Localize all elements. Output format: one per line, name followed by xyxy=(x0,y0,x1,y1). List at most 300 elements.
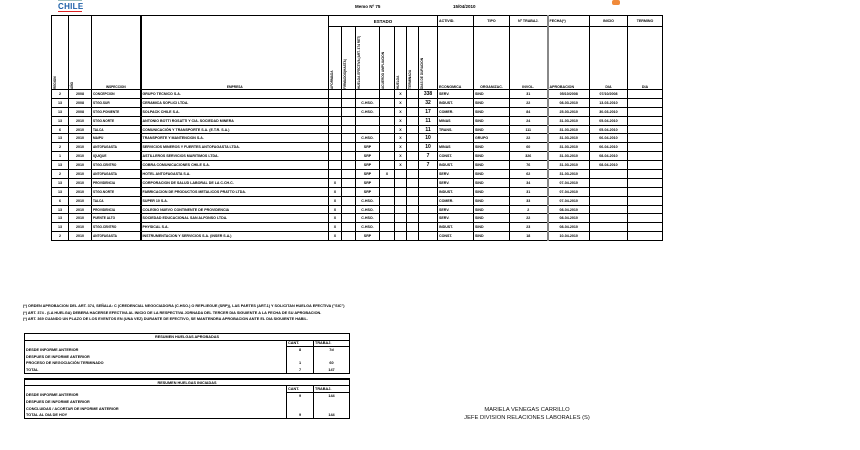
table-row xyxy=(52,134,663,143)
cell-e5 xyxy=(395,178,407,187)
table-row xyxy=(52,161,663,170)
summary-started-cant-header: CANT. xyxy=(287,386,314,393)
cell-e7 xyxy=(419,196,438,205)
cell-e3 xyxy=(356,125,380,134)
summary-started-row-label: CONCLUIDAS / ACORTAR DE INFORME ANTERIOR xyxy=(26,406,119,411)
cell-inicio xyxy=(590,196,628,205)
table-row xyxy=(52,107,663,116)
cell-trabaj: 33 xyxy=(510,196,548,205)
cell-ano: 2010 xyxy=(69,161,92,170)
cell-e3: C.HSO. xyxy=(356,205,380,214)
col-header-year: AÑO xyxy=(69,16,92,90)
cell-e2 xyxy=(342,98,356,107)
cell-e1 xyxy=(329,107,342,116)
cell-fecha: 08-04-2010 xyxy=(548,223,590,232)
cell-e4 xyxy=(380,143,395,152)
summary-started-row-label: DESPUES DE INFORME ANTERIOR xyxy=(26,400,90,405)
cell-e1 xyxy=(329,170,342,179)
cell-e3: SRP xyxy=(356,170,380,179)
cell-empresa: INSTRUMENTACION Y SERVICIOS S.A. (INSER S.A.) xyxy=(141,232,329,241)
cell-e4 xyxy=(380,205,395,214)
cell-region: 2 xyxy=(52,90,69,99)
signatory-name: MARIELA VENEGAS CARRILLO xyxy=(484,407,570,413)
cell-tipo: SIND xyxy=(474,125,510,134)
summary-started-trabaj-header: TRABAJ. xyxy=(314,386,350,393)
cell-e4 xyxy=(380,107,395,116)
cell-tipo: SIND xyxy=(474,107,510,116)
cell-trabaj: 84 xyxy=(510,107,548,116)
cell-termino xyxy=(628,125,663,134)
col-header-aformada: AFORMADA xyxy=(329,27,342,90)
table-row xyxy=(52,116,663,125)
col-header-huelga-efectiva: HUELGA EFECTIVA (ART. 374 RET) xyxy=(356,27,380,90)
cell-e6 xyxy=(407,232,419,241)
summary-approved-spacer xyxy=(25,340,287,347)
cell-e2 xyxy=(342,107,356,116)
cell-region: 13 xyxy=(52,223,69,232)
cell-termino xyxy=(628,214,663,223)
cell-e7 xyxy=(419,178,438,187)
summary-approved-row-label: DESDE INFORME ANTERIOR xyxy=(26,347,79,352)
cell-e1 xyxy=(329,98,342,107)
cell-inspeccion: PROVIDENCIA xyxy=(92,178,141,187)
cell-e1: X xyxy=(329,205,342,214)
col-sub-inicio: DIA xyxy=(590,27,628,90)
cell-region: 13 xyxy=(52,178,69,187)
cell-actividad xyxy=(438,134,474,143)
cell-actividad: CONST. xyxy=(438,152,474,161)
cell-empresa: PHYSICAL S.A. xyxy=(141,223,329,232)
cell-tipo: SIND xyxy=(474,170,510,179)
table-row xyxy=(52,232,663,241)
cell-trabaj: 60 xyxy=(510,143,548,152)
col-header-inicio: INICIO xyxy=(590,16,628,27)
cell-region: 13 xyxy=(52,205,69,214)
cell-region: 13 xyxy=(52,134,69,143)
col-sub-trabaj: INVOL. xyxy=(510,27,548,90)
cell-actividad: SERV. xyxy=(438,205,474,214)
cell-actividad: MINAS xyxy=(438,116,474,125)
summary-approved-total-cant: 7 xyxy=(287,366,314,373)
col-sub-tipo: ORGANIZAC. xyxy=(474,27,510,90)
table-row xyxy=(52,125,663,134)
cell-inspeccion: PROVIDENCIA xyxy=(92,205,141,214)
cell-region: 13 xyxy=(52,107,69,116)
summary-started-row-trabaj xyxy=(314,399,350,406)
cell-e2 xyxy=(342,178,356,187)
cell-inicio: 06-04-2010 xyxy=(590,143,628,152)
cell-e6 xyxy=(407,143,419,152)
cell-fecha: 05/10/2008 xyxy=(548,90,590,99)
cell-actividad: INDUST. xyxy=(438,223,474,232)
summary-approved-total-label: TOTAL xyxy=(26,367,39,372)
cell-e3: C.HSO. xyxy=(356,223,380,232)
cell-termino xyxy=(628,196,663,205)
cell-e5 xyxy=(395,232,407,241)
cell-inspeccion: MAIPU xyxy=(92,134,141,143)
cell-trabaj: 22 xyxy=(510,134,548,143)
cell-e6 xyxy=(407,98,419,107)
cell-e4 xyxy=(380,134,395,143)
cell-e5: X xyxy=(395,98,407,107)
cell-inicio: 08-04-2010 xyxy=(590,161,628,170)
cell-empresa: COLEGIO NUEVO CONTINENTE DE PROVIDENCIA xyxy=(141,205,329,214)
cell-empresa: CORPORACION DE SALUD LABORAL DE LA C.CH.C. xyxy=(141,178,329,187)
cell-e2 xyxy=(342,223,356,232)
cell-tipo: SIND xyxy=(474,152,510,161)
cell-empresa: ANTONIO BOTTI ROSATTI Y CIA. SOCIEDAD MINERA xyxy=(141,116,329,125)
cell-e3: SRP xyxy=(356,143,380,152)
cell-trabaj: 31 xyxy=(510,187,548,196)
cell-e7: 7 xyxy=(419,161,438,170)
cell-actividad: COMER. xyxy=(438,196,474,205)
cell-trabaj: 111 xyxy=(510,125,548,134)
cell-e7 xyxy=(419,214,438,223)
cell-inspeccion: CONCEPCION xyxy=(92,90,141,99)
cell-e2 xyxy=(342,232,356,241)
cell-region: 13 xyxy=(52,98,69,107)
cell-e5 xyxy=(395,170,407,179)
table-row xyxy=(52,90,663,99)
cell-actividad: COMER. xyxy=(438,107,474,116)
cell-ano: 2010 xyxy=(69,125,92,134)
col-header-tipo: TIPO xyxy=(474,16,510,27)
cell-empresa: SERVICIOS MINEROS Y FUERTES ANTOFAGASTA LTDA. xyxy=(141,143,329,152)
cell-e4 xyxy=(380,187,395,196)
cell-trabaj: 326 xyxy=(510,152,548,161)
summary-approved-cant-header: CANT. xyxy=(287,340,314,347)
cell-inicio: 08-04-2010 xyxy=(590,152,628,161)
cell-fecha: 31-03-2010 xyxy=(548,125,590,134)
cell-e2 xyxy=(342,205,356,214)
summary-approved-row-cant: 8 xyxy=(287,347,314,354)
cell-e6 xyxy=(407,187,419,196)
cell-tipo: SIND xyxy=(474,90,510,99)
col-header-acuerdo: ACUERDO AMPLIACION xyxy=(380,27,395,90)
cell-e1 xyxy=(329,152,342,161)
signature-block xyxy=(452,406,602,422)
col-header-inspeccion: INSPECCION xyxy=(92,16,141,90)
cell-e5: X xyxy=(395,134,407,143)
table-row xyxy=(52,223,663,232)
cell-inspeccion: TALCA xyxy=(92,196,141,205)
cell-fecha: 08-04-2010 xyxy=(548,205,590,214)
cell-tipo: SIND xyxy=(474,205,510,214)
cell-e5: X xyxy=(395,143,407,152)
cell-inspeccion: ANTOFAGASTA xyxy=(92,170,141,179)
cell-e1 xyxy=(329,125,342,134)
cell-e4 xyxy=(380,90,395,99)
cell-e4 xyxy=(380,232,395,241)
cell-e5 xyxy=(395,223,407,232)
cell-termino xyxy=(628,170,663,179)
summary-started-total-trabaj: 144 xyxy=(314,412,350,419)
cell-e1: X xyxy=(329,232,342,241)
cell-trabaj: 24 xyxy=(510,116,548,125)
cell-tipo: SIND xyxy=(474,187,510,196)
cell-termino xyxy=(628,116,663,125)
cell-actividad: SERV. xyxy=(438,90,474,99)
cell-inicio xyxy=(590,170,628,179)
cell-empresa: ASTILLEROS SERVICIOS MARITIMOS LTDA. xyxy=(141,152,329,161)
footnotes xyxy=(23,303,345,323)
cell-e1: X xyxy=(329,214,342,223)
cell-ano: 2010 xyxy=(69,170,92,179)
summary-started-row-cant xyxy=(287,399,314,406)
cell-e7: 17 xyxy=(419,107,438,116)
cell-e3 xyxy=(356,116,380,125)
cell-fecha: 07-04-2010 xyxy=(548,178,590,187)
cell-e5: X xyxy=(395,116,407,125)
cell-inspeccion: STGO.NORTE xyxy=(92,116,141,125)
cell-trabaj: 22 xyxy=(510,98,548,107)
cell-actividad: SERV. xyxy=(438,170,474,179)
cell-actividad: MINAS xyxy=(438,143,474,152)
cell-e6 xyxy=(407,90,419,99)
cell-inicio xyxy=(590,178,628,187)
col-header-estado: ESTADO xyxy=(329,16,438,27)
cell-termino xyxy=(628,90,663,99)
cell-termino xyxy=(628,232,663,241)
cell-trabaj: 31 xyxy=(510,90,548,99)
cell-inspeccion: TALCA xyxy=(92,125,141,134)
cell-ano: 2010 xyxy=(69,223,92,232)
cell-ano: 2010 xyxy=(69,196,92,205)
cell-region: 13 xyxy=(52,214,69,223)
cell-inicio xyxy=(590,232,628,241)
cell-tipo: SIND xyxy=(474,232,510,241)
cell-tipo: SIND xyxy=(474,214,510,223)
cell-actividad: INDUST. xyxy=(438,161,474,170)
cell-trabaj: 22 xyxy=(510,214,548,223)
summary-started-row-cant xyxy=(287,405,314,412)
cell-tipo: SIND xyxy=(474,98,510,107)
cell-e7 xyxy=(419,232,438,241)
summary-started-row-label: DESDE INFORME ANTERIOR xyxy=(26,393,79,398)
cell-fecha: 08-03-2010 xyxy=(548,98,590,107)
cell-e3: C.HSO. xyxy=(356,134,380,143)
col-sub-fecha: APROBACION xyxy=(548,27,590,90)
table-row xyxy=(52,196,663,205)
cell-e3: SRP xyxy=(356,232,380,241)
summary-approved-trabaj-header: TRABAJ. xyxy=(314,340,350,347)
cell-fecha: 07-04-2010 xyxy=(548,187,590,196)
cell-e7 xyxy=(419,205,438,214)
cell-e4: X xyxy=(380,170,395,179)
cell-e2 xyxy=(342,196,356,205)
cell-e5 xyxy=(395,196,407,205)
logo-text: CHILE xyxy=(58,2,84,11)
cell-e7 xyxy=(419,187,438,196)
cell-region: 6 xyxy=(52,196,69,205)
summary-approved-title: RESUMEN HUELGAS APROBADAS xyxy=(25,334,350,341)
cell-ano: 2010 xyxy=(69,116,92,125)
cell-e2 xyxy=(342,214,356,223)
cell-e5 xyxy=(395,187,407,196)
cell-e7: 7 xyxy=(419,152,438,161)
cell-termino xyxy=(628,107,663,116)
cell-e3: C.HSO. xyxy=(356,214,380,223)
cell-e2 xyxy=(342,170,356,179)
cell-e3: SRP xyxy=(356,187,380,196)
cell-region: 2 xyxy=(52,170,69,179)
summary-started-row-cant: 9 xyxy=(287,392,314,399)
col-header-dias: DIAS DE DURACION xyxy=(419,27,438,90)
cell-termino xyxy=(628,134,663,143)
summary-approved-total-trabaj: 147 xyxy=(314,366,350,373)
cell-tipo: SIND xyxy=(474,223,510,232)
cell-tipo: SIND xyxy=(474,143,510,152)
cell-ano: 2010 xyxy=(69,187,92,196)
cell-inicio: 13-03-2010 xyxy=(590,98,628,107)
summary-approved-row-cant: 1 xyxy=(287,360,314,367)
cell-ano: 2010 xyxy=(69,232,92,241)
cell-e3 xyxy=(356,90,380,99)
cell-region: 6 xyxy=(52,125,69,134)
cell-e1 xyxy=(329,90,342,99)
summary-started-table xyxy=(24,378,350,419)
cell-empresa: HOTEL ANTOFAGASTA S.A. xyxy=(141,170,329,179)
cell-ano: 2008 xyxy=(69,90,92,99)
cell-inspeccion: STGO.PONIENTE xyxy=(92,107,141,116)
col-header-termino: TERMINO xyxy=(628,16,663,27)
summary-approved-row-trabaj: 60 xyxy=(314,360,350,367)
cell-e5: X xyxy=(395,161,407,170)
cell-e6 xyxy=(407,152,419,161)
cell-e6 xyxy=(407,196,419,205)
table-row xyxy=(52,187,663,196)
cell-inicio xyxy=(590,214,628,223)
cell-fecha: 07-04-2010 xyxy=(548,196,590,205)
table-row xyxy=(52,214,663,223)
cell-e6 xyxy=(407,214,419,223)
cell-fecha: 08-04-2010 xyxy=(548,214,590,223)
cell-inicio: 05-04-2010 xyxy=(590,125,628,134)
cell-e3: C.HSO. xyxy=(356,196,380,205)
cell-trabaj: 18 xyxy=(510,232,548,241)
cell-e2 xyxy=(342,90,356,99)
cell-e7: 10 xyxy=(419,143,438,152)
cell-fecha: 31-03-2010 xyxy=(548,143,590,152)
cell-trabaj: 62 xyxy=(510,170,548,179)
cell-region: 1 xyxy=(52,152,69,161)
table-row xyxy=(52,170,663,179)
cell-empresa: COBRA COMUNICACIONES CHILE S.A. xyxy=(141,161,329,170)
cell-e7: 32 xyxy=(419,98,438,107)
cell-e5: X xyxy=(395,125,407,134)
cell-empresa: CERAMICA SOPLICI LTDA. xyxy=(141,98,329,107)
report-date: 15/04/2010 xyxy=(453,4,476,9)
cell-termino xyxy=(628,187,663,196)
cell-e2 xyxy=(342,116,356,125)
cell-inspeccion: STGO.CENTRO xyxy=(92,223,141,232)
col-sub-actividad: ECONOMICA xyxy=(438,27,474,90)
cell-ano: 2010 xyxy=(69,178,92,187)
cell-inicio xyxy=(590,223,628,232)
col-header-fecha: FECHA(*) xyxy=(548,16,590,27)
cell-region: 2 xyxy=(52,232,69,241)
cell-ano: 2008 xyxy=(69,107,92,116)
cell-e4 xyxy=(380,98,395,107)
cell-fecha: 25-03-2010 xyxy=(548,107,590,116)
cell-termino xyxy=(628,223,663,232)
cell-empresa: FABRICACION DE PRODUCTOS METALICOS PRATTO LTDA. xyxy=(141,187,329,196)
cell-inspeccion: IQUIQUE xyxy=(92,152,141,161)
cell-fecha: 31-03-2010 xyxy=(548,170,590,179)
cell-actividad: SERV. xyxy=(438,214,474,223)
cell-e7: 11 xyxy=(419,116,438,125)
cell-ano: 2010 xyxy=(69,134,92,143)
cell-e6 xyxy=(407,107,419,116)
cell-inspeccion: ANTOFAGASTA xyxy=(92,232,141,241)
cell-e7: 338 xyxy=(419,90,438,99)
summary-started-title: RESUMEN HUELGAS INICIADAS xyxy=(25,379,350,386)
cell-inspeccion: PUENTE ALTO xyxy=(92,214,141,223)
cell-empresa: COMUNICACIÓN Y TRANSPORTE S.A. (E.T.R. S.A.) xyxy=(141,125,329,134)
cell-empresa: GRUPO TECNICO S.A. xyxy=(141,90,329,99)
table-row xyxy=(52,178,663,187)
cell-inicio xyxy=(590,205,628,214)
cell-fecha: 31-03-2010 xyxy=(548,134,590,143)
logo-red-bar xyxy=(58,11,82,12)
cell-tipo: SIND xyxy=(474,196,510,205)
cell-e3: SRP xyxy=(356,152,380,161)
cell-e6 xyxy=(407,170,419,179)
cell-e2 xyxy=(342,143,356,152)
cell-e6 xyxy=(407,134,419,143)
cell-e1 xyxy=(329,116,342,125)
cell-ano: 2010 xyxy=(69,143,92,152)
col-header-terminada: TERMINADA xyxy=(407,27,419,90)
cell-e4 xyxy=(380,161,395,170)
cell-empresa: SUPER 10 S.A. xyxy=(141,196,329,205)
footnote-1: (*) ORDEN APROBACION DEL ART. 374, SEÑALA: C (CREDENCIAL NEGOCIADORA (C.HSO.) O REPLIEGUE (SRP)), LAS PARTES (ART.1) Y SOLICITAN HUELGA EFECTIVA ("SIC") xyxy=(23,304,345,308)
table-row xyxy=(52,143,663,152)
cell-e3: SRP xyxy=(356,161,380,170)
cell-e1: X xyxy=(329,196,342,205)
signatory-title: JEFE DIVISION RELACIONES LABORALES (S) xyxy=(464,415,590,421)
cell-e4 xyxy=(380,116,395,125)
cell-trabaj: 34 xyxy=(510,178,548,187)
table-row xyxy=(52,98,663,107)
cell-trabaj: 2 xyxy=(510,205,548,214)
cell-e4 xyxy=(380,125,395,134)
cell-empresa: SOLPACK CHILE S.A. xyxy=(141,107,329,116)
cell-actividad: INDUST. xyxy=(438,187,474,196)
summary-approved-row-label: PROCESO DE NEGOCIACIÓN TERMINADO xyxy=(26,361,104,366)
cell-e2 xyxy=(342,134,356,143)
cell-fecha: 31-03-2010 xyxy=(548,161,590,170)
cell-termino xyxy=(628,152,663,161)
cell-e4 xyxy=(380,196,395,205)
cell-e2 xyxy=(342,152,356,161)
cell-trabaj: 76 xyxy=(510,161,548,170)
cell-e6 xyxy=(407,161,419,170)
cell-e4 xyxy=(380,214,395,223)
footnote-2: (*) ART. 374 - (LA HUELGA) DEBERA HACERSE EFECTIVA AL INICIO DE LA RESPECTIVA JORNADA DEL TERCER DIA SIGUIENTE A LA FECHA DE SU APROBACION. xyxy=(23,310,322,315)
cell-ano: 2010 xyxy=(69,214,92,223)
cell-region: 13 xyxy=(52,161,69,170)
chile-logo xyxy=(58,0,84,12)
cell-e5 xyxy=(395,214,407,223)
cell-fecha: 10-04-2010 xyxy=(548,232,590,241)
cell-e5: X xyxy=(395,107,407,116)
col-header-empresa: EMPRESA xyxy=(141,16,329,90)
summary-started-row-trabaj: 144 xyxy=(314,392,350,399)
cell-e7: 10 xyxy=(419,134,438,143)
cell-inicio: 05-04-2010 xyxy=(590,116,628,125)
col-sub-termino: DIA xyxy=(628,27,663,90)
